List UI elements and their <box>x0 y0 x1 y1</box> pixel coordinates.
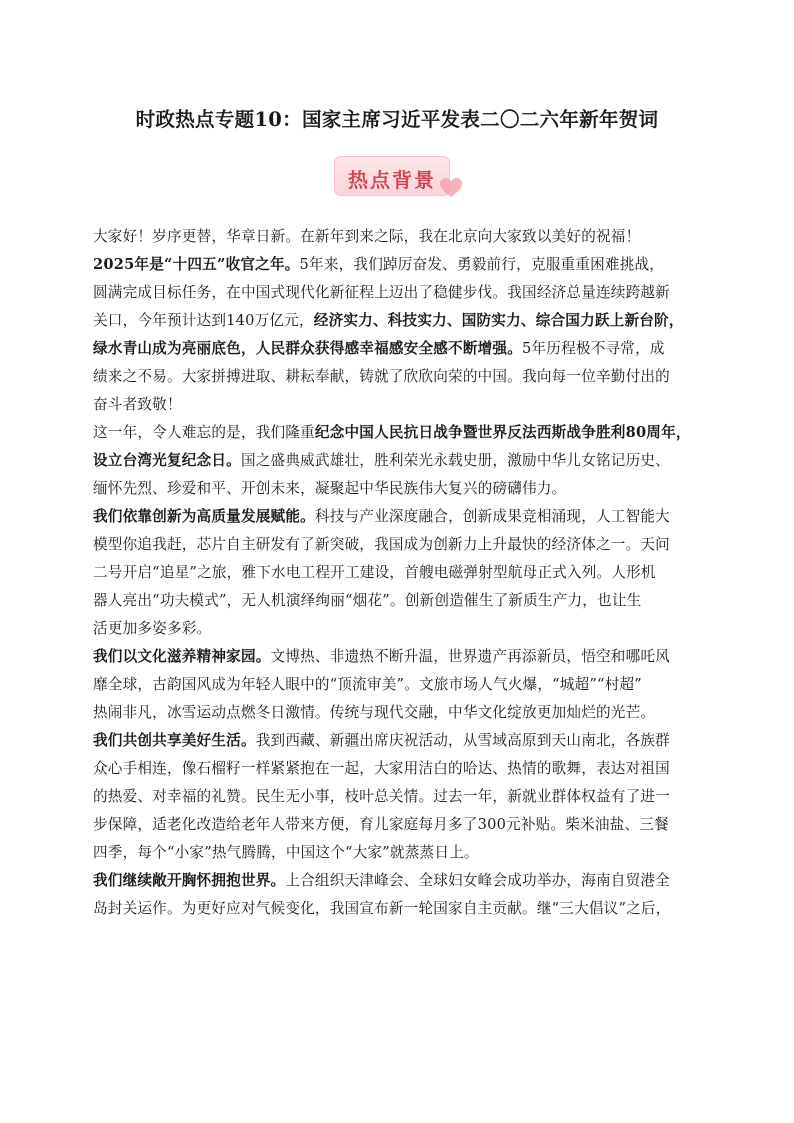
paragraph-line <box>93 727 707 755</box>
bold-text: 我们依靠创新为高质量发展赋能。 <box>93 508 315 525</box>
text-run: 我到西藏、新疆出席庆祝活动，从雪域高原到天山南北，各族群 <box>255 732 670 749</box>
paragraph-line <box>93 615 707 643</box>
paragraph-line <box>93 783 707 811</box>
text-run: 关口，今年预计达到140万亿元， <box>93 312 314 329</box>
text-run: 二号开启“追星”之旅，雅下水电工程开工建设，首艘电磁弹射型航母正式入列。人形机 <box>93 564 656 581</box>
text-run: 大家好！岁序更替，华章日新。在新年到来之际，我在北京向大家致以美好的祝福！ <box>93 228 641 245</box>
text-run: 国之盛典威武雄壮，胜利荣光永载史册，激励中华儿女铭记历史、 <box>240 452 670 469</box>
text-run: 靡全球，古韵国风成为年轻人眼中的“顶流审美”。文旅市场人气火爆，“城超”“村超” <box>93 676 642 693</box>
article-body <box>93 223 707 923</box>
paragraph-line <box>93 503 707 531</box>
text-run: 众心手相连，像石榴籽一样紧紧抱在一起，大家用洁白的哈达、热情的歌舞，表达对祖国 <box>93 760 670 777</box>
text-run: 5年来，我们踔厉奋发、勇毅前行，克服重重困难挑战， <box>299 256 665 273</box>
paragraph-line <box>93 895 707 923</box>
paragraph-line <box>93 447 707 475</box>
text-run: 绩来之不易。大家拼搏进取、耕耘奉献，铸就了欣欣向荣的中国。我向每一位辛勤付出的 <box>93 368 670 385</box>
paragraph-line <box>93 391 707 419</box>
paragraph-line <box>93 279 707 307</box>
bold-text: 纪念中国人民抗日战争暨世界反法西斯战争胜利80周年， <box>314 424 691 441</box>
paragraph-line <box>93 867 707 895</box>
paragraph-line <box>93 755 707 783</box>
text-run: 文博热、非遗热不断升温，世界遗产再添新员，悟空和哪吒风 <box>270 648 670 665</box>
bold-text: 绿水青山成为亮丽底色，人民群众获得感幸福感安全感不断增强。 <box>93 340 523 357</box>
text-run: 步保障，适老化改造给老年人带来方便，育儿家庭每月多了300元补贴。柴米油盐、三餐 <box>93 816 669 833</box>
text-run: 的热爱、对幸福的礼赞。民生无小事，枝叶总关情。过去一年，新就业群体权益有了进一 <box>93 788 670 805</box>
bold-text: 我们继续敞开胸怀拥抱世界。 <box>93 872 286 889</box>
text-run: 岛封关运作。为更好应对气候变化，我国宣布新一轮国家自主贡献。继“三大倡议”之后， <box>93 900 671 917</box>
text-run: 活更加多姿多彩。 <box>93 620 212 637</box>
text-run: 5年历程极不寻常，成 <box>522 340 665 357</box>
paragraph-line <box>93 699 707 727</box>
paragraph-line <box>93 643 707 671</box>
paragraph-line <box>93 587 707 615</box>
paragraph-line <box>93 251 707 279</box>
paragraph-line <box>93 671 707 699</box>
paragraph-line <box>93 307 707 335</box>
text-run: 缅怀先烈、珍爱和平、开创未来，凝聚起中华民族伟大复兴的磅礴伟力。 <box>93 480 567 497</box>
bold-text: 设立台湾光复纪念日。 <box>93 452 241 469</box>
paragraph-line <box>93 363 707 391</box>
paragraph-line <box>93 531 707 559</box>
text-run: 这一年，令人难忘的是，我们隆重 <box>93 424 315 441</box>
text-run: 科技与产业深度融合，创新成果竞相涌现，人工智能大 <box>314 508 670 525</box>
text-run: 奋斗者致敬！ <box>93 396 182 413</box>
paragraph-line <box>93 419 707 447</box>
paragraph-line <box>93 559 707 587</box>
text-run: 圆满完成目标任务，在中国式现代化新征程上迈出了稳健步伐。我国经济总量连续跨越新 <box>93 284 670 301</box>
text-run: 模型你追我赶，芯片自主研发有了新突破，我国成为创新力上升最快的经济体之一。天问 <box>93 536 670 553</box>
heart-icon <box>440 178 462 198</box>
text-run: 热闹非凡，冰雪运动点燃冬日激情。传统与现代交融，中华文化绽放更加灿烂的光芒。 <box>93 704 656 721</box>
text-run: 四季，每个“小家”热气腾腾，中国这个“大家”就蒸蒸日上。 <box>93 844 479 861</box>
bold-text: 我们共创共享美好生活。 <box>93 732 256 749</box>
bold-text: 2025年是“十四五”收官之年。 <box>93 256 300 273</box>
section-badge <box>334 154 460 202</box>
paragraph-line <box>93 223 707 251</box>
bold-text: 经济实力、科技实力、国防实力、综合国力跃上新台阶， <box>313 312 684 329</box>
bold-text: 我们以文化滋养精神家园。 <box>93 648 271 665</box>
badge-label: 热点背景 <box>348 168 436 192</box>
page-title: 时政热点专题10：国家主席习近平发表二〇二六年新年贺词 <box>135 108 659 131</box>
paragraph-line <box>93 839 707 867</box>
paragraph-line <box>93 335 707 363</box>
text-run: 上合组织天津峰会、全球妇女峰会成功举办，海南自贸港全 <box>285 872 670 889</box>
paragraph-line <box>93 811 707 839</box>
paragraph-line <box>93 475 707 503</box>
text-run: 器人亮出“功夫模式”，无人机演绎绚丽“烟花”。创新创造催生了新质生产力，也让生 <box>93 592 642 609</box>
